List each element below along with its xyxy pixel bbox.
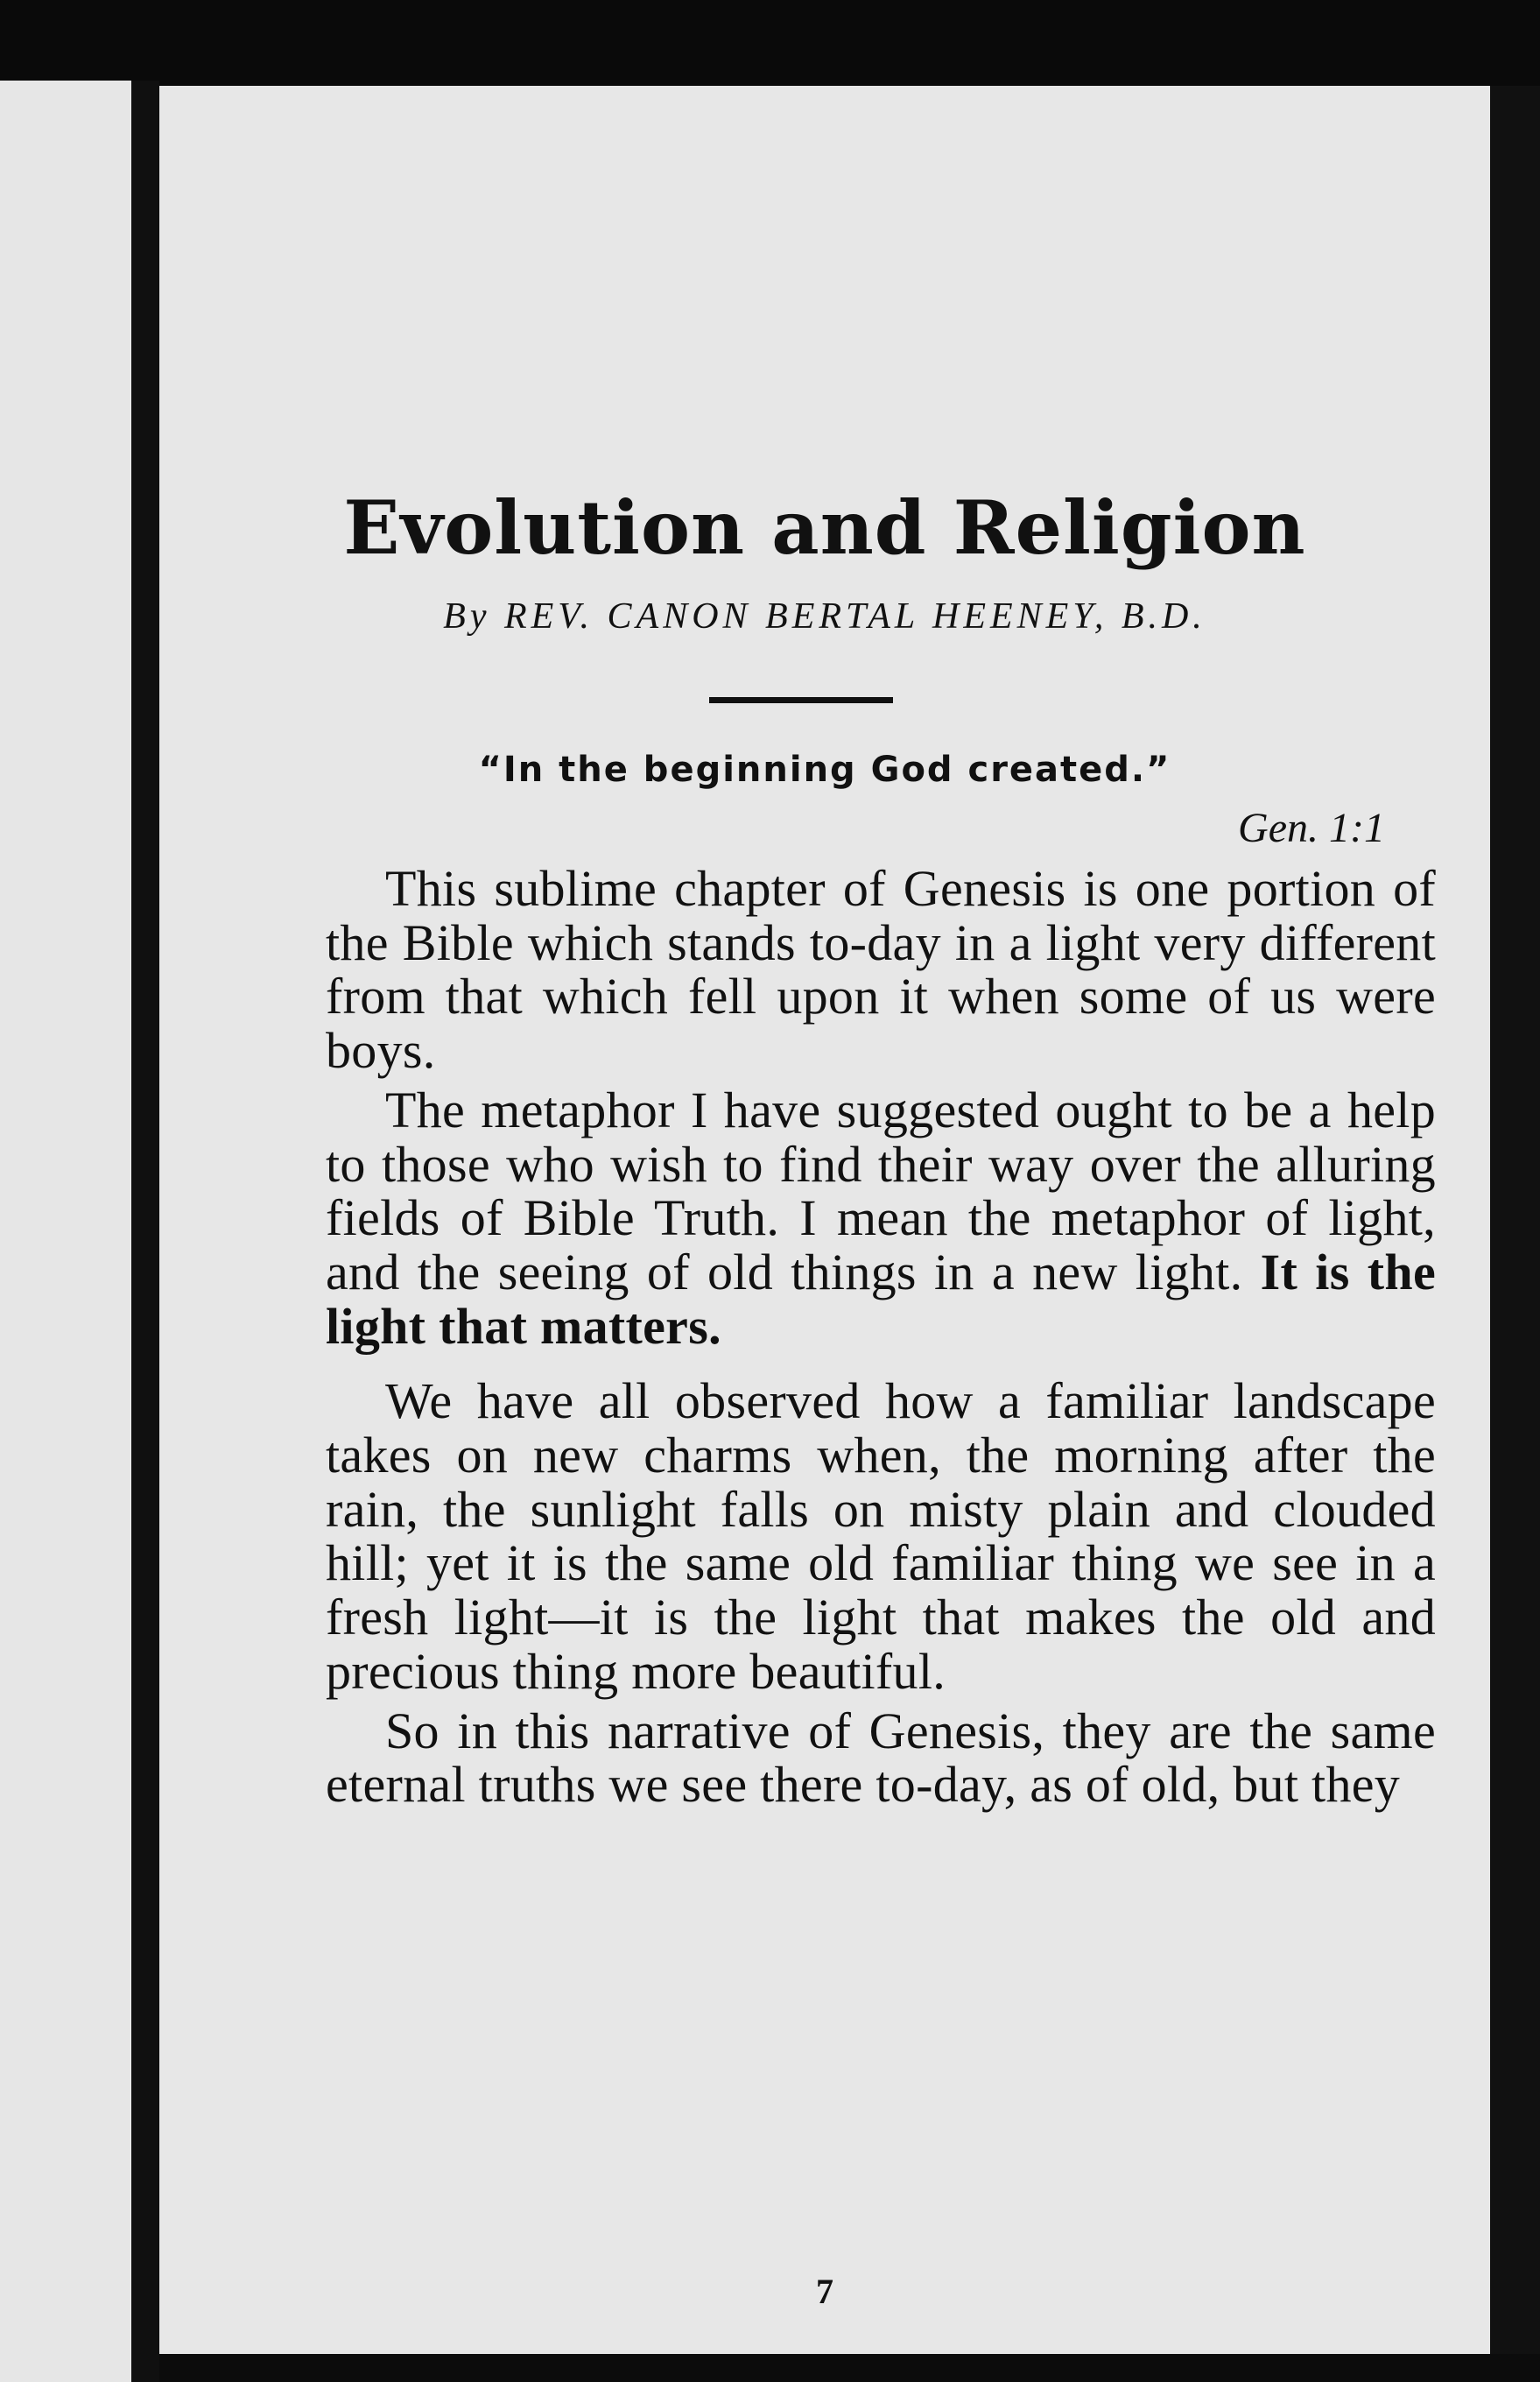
paragraph-text: So in this narrative of Genesis, they are the same eternal truths we see there to-day, as of old, but they bbox=[326, 1702, 1436, 1814]
book-page bbox=[159, 86, 1490, 2354]
paragraph bbox=[326, 862, 1436, 1078]
paragraph bbox=[326, 1374, 1436, 1698]
author-byline: By REV. CANON BERTAL HEENEY, B.D. bbox=[443, 596, 1206, 637]
paragraph-text: We have all observed how a familiar landscape takes on new charms when, the morning after the rain, the sunlight falls on misty plain and clouded hill; yet it is the same old familiar thing we see in a fresh light—it is the light that makes the old and precious thing more beautiful. bbox=[326, 1372, 1436, 1700]
page-number: 7 bbox=[816, 2272, 833, 2311]
emphasized-sentence: It is the light that matters. bbox=[326, 1243, 1436, 1355]
facing-page-edge bbox=[0, 81, 131, 2382]
paragraph bbox=[326, 1704, 1436, 1812]
book-gutter bbox=[131, 81, 159, 2382]
page-edge-shadow bbox=[1490, 86, 1540, 2354]
epigraph-quote: “In the beginning God created.” bbox=[478, 750, 1171, 790]
page-bottom-shadow bbox=[159, 2354, 1540, 2382]
body-text bbox=[326, 862, 1436, 1812]
paragraph-text: The metaphor I have suggested ought to be a help to those who wish to find their way over the alluring fields of Bible Truth. I mean the metaphor of light, and the seeing of old things in a new light. bbox=[326, 1081, 1436, 1300]
paragraph bbox=[326, 1083, 1436, 1354]
chapter-title: Evolution and Religion bbox=[343, 484, 1306, 571]
paragraph-text: This sublime chapter of Genesis is one portion of the Bible which stands to-day in a light very different from that which fell upon it when some of us were boys. bbox=[326, 860, 1436, 1080]
title-divider bbox=[709, 697, 893, 703]
epigraph-citation: Gen. 1:1 bbox=[1238, 805, 1385, 851]
